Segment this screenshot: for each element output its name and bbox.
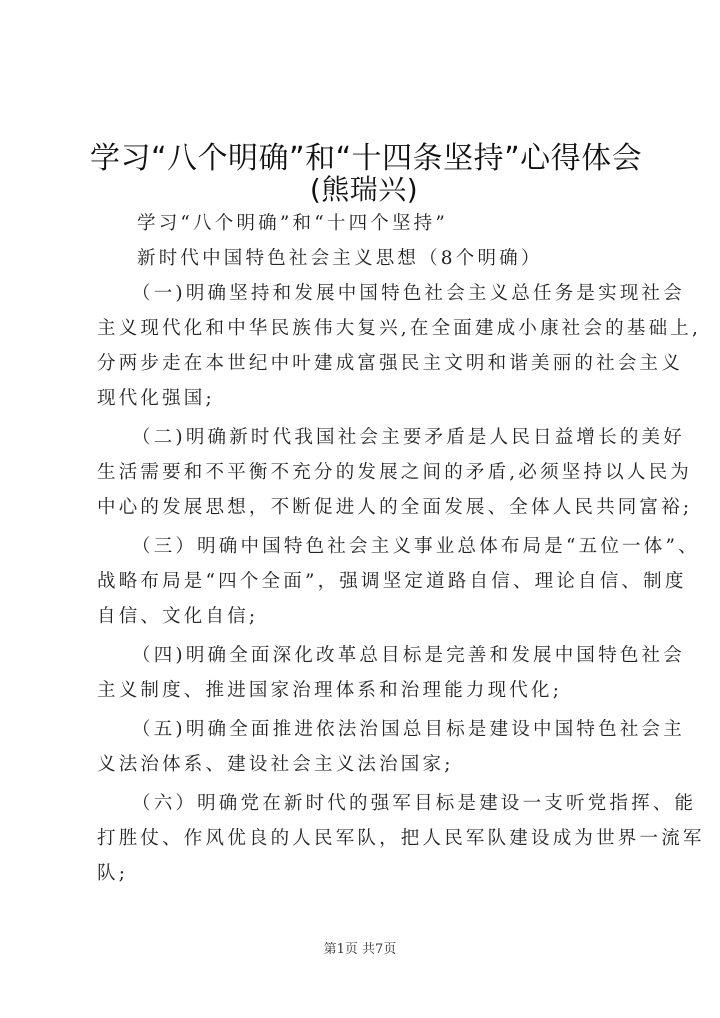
paragraph-line: 主义制度、推进国家治理体系和治理能力现代化; (97, 680, 563, 701)
paragraph-line: （六）明确党在新时代的强军目标是建设一支听党指挥、能 (132, 793, 697, 814)
section-heading: 新时代中国特色社会主义思想（8个明确） (137, 248, 543, 269)
paragraph-line: （二)明确新时代我国社会主要矛盾是人民日益增长的美好 (132, 427, 685, 448)
paragraph-line: 战略布局是“四个全面”，强调坚定道路自信、理论自信、制度 (97, 571, 687, 592)
paragraph-line: （三）明确中国特色社会主义事业总体布局是“五位一体”、 (132, 536, 700, 557)
paragraph-line: 分两步走在本世纪中叶建成富强民主文明和谐美丽的社会主义 (97, 353, 683, 374)
paragraph-line: 义法治体系、建设社会主义法治国家; (97, 754, 454, 775)
paragraph-line: （四)明确全面深化改革总目标是完善和发展中国特色社会 (132, 645, 685, 666)
subtitle-line: 学习“八个明确”和“十四个坚持” (137, 213, 449, 234)
paragraph-line: 打胜仗、作风优良的人民军队，把人民军队建设成为世界一流军 (97, 828, 705, 849)
document-author: (熊瑞兴) (309, 173, 419, 206)
paragraph-line: 现代化强国; (97, 388, 215, 409)
paragraph-line: 中心的发展思想，不断促进人的全面发展、全体人民共同富裕; (97, 497, 693, 518)
paragraph-line: 队; (97, 863, 129, 884)
document-title: 学习“八个明确”和“十四条坚持”心得体会 (90, 141, 643, 176)
paragraph-line: （五)明确全面推进依法治国总目标是建设中国特色社会主 (132, 719, 685, 740)
paragraph-line: 自信、文化自信; (97, 606, 259, 627)
paragraph-line: （一)明确坚持和发展中国特色社会主义总任务是实现社会 (132, 283, 685, 304)
paragraph-line: 生活需要和不平衡不充分的发展之间的矛盾,必须坚持以人民为 (97, 462, 692, 483)
paragraph-line: 主义现代化和中华民族伟大复兴,在全面建成小康社会的基础上, (97, 318, 702, 339)
page-footer: 第1页 共7页 (323, 942, 397, 957)
